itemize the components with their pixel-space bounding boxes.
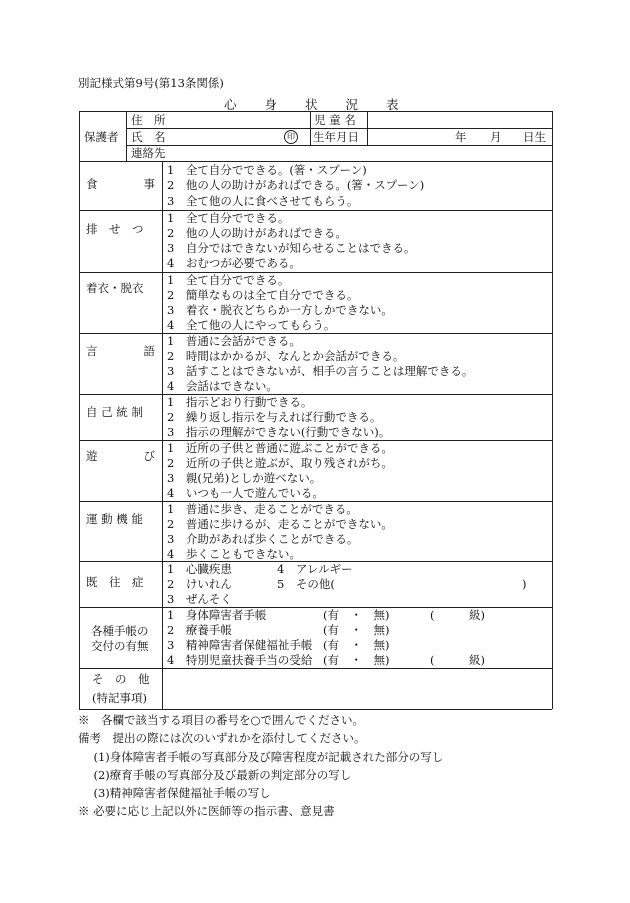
child-name-field[interactable]: [368, 112, 550, 127]
name-label: 氏 名: [131, 130, 166, 144]
history-close-paren: ): [522, 577, 527, 591]
form-number: 別記様式第9号(第13条関係): [78, 76, 224, 90]
toilet-option-2[interactable]: 2 他の人の助けがあればできる。: [167, 226, 347, 240]
handbook-row-3-yn[interactable]: (有 ・ 無): [323, 638, 390, 652]
dressing-option-2[interactable]: 2 簡単なものは全て自分でできる。: [167, 288, 359, 302]
handbook-label-1: 各種手帳の: [91, 624, 149, 638]
dob-month: 月: [490, 130, 502, 144]
language-option-1[interactable]: 1 普通に会話ができる。: [167, 334, 301, 348]
note-attachment-3: (3)精神障害者保健福祉手帳の写し: [82, 786, 271, 800]
dob-year: 年: [455, 130, 467, 144]
other-notes-field[interactable]: [164, 670, 550, 707]
motor-option-4[interactable]: 4 歩くこともできない。: [167, 547, 301, 561]
handbook-row-2-name[interactable]: 2 療養手帳: [167, 623, 232, 637]
dressing-option-4[interactable]: 4 全て他の人にやってもらう。: [167, 318, 336, 332]
address-label: 住 所: [131, 113, 166, 127]
handbook-row-3-name[interactable]: 3 精神障害者保健福祉手帳: [167, 638, 313, 652]
section-label-play: 遊 び: [86, 449, 155, 463]
other-label-1: そ の 他: [92, 672, 150, 686]
self-control-option-1[interactable]: 1 指示どおり行動できる。: [167, 395, 313, 409]
motor-option-1[interactable]: 1 普通に歩き、走ることができる。: [167, 502, 358, 516]
play-option-3[interactable]: 3 親(兄弟)としか遊べない。: [167, 471, 322, 485]
play-option-4[interactable]: 4 いつも一人で遊んでいる。: [167, 486, 324, 500]
dob-day: 日生: [523, 130, 546, 144]
note-attachment-2: (2)療育手帳の写真部分及び最新の判定部分の写し: [82, 768, 352, 782]
section-label-self-control: 自 己 統 制: [86, 405, 143, 419]
toilet-option-1[interactable]: 1 全て自分でできる。: [167, 211, 290, 225]
section-label-dressing: 着衣・脱衣: [86, 281, 144, 295]
history-other-field[interactable]: [340, 577, 520, 592]
toilet-option-3[interactable]: 3 自分ではできないが知らせることはできる。: [167, 241, 416, 255]
handbook-row-4-grade[interactable]: ( 級): [430, 653, 485, 667]
name-field[interactable]: [160, 129, 280, 144]
toilet-option-4[interactable]: 4 おむつが必要である。: [167, 256, 301, 270]
note-attachment-heading: 備考 提出の際には次のいずれかを添付してください。: [78, 731, 366, 745]
handbook-row-4-name[interactable]: 4 特別児童扶養手当の受給: [167, 653, 313, 667]
motor-option-2[interactable]: 2 普通に歩けるが、走ることができない。: [167, 517, 393, 531]
contact-label: 連絡先: [131, 146, 166, 160]
history-option-4[interactable]: 4 アレルギー: [277, 562, 353, 576]
history-option-3[interactable]: 3 ぜんそく: [167, 592, 232, 606]
language-option-2[interactable]: 2 時間はかかるが、なんとか会話ができる。: [167, 349, 405, 363]
section-label-language: 言 語: [86, 344, 155, 358]
self-control-option-3[interactable]: 3 指示の理解ができない(行動できない)。: [167, 425, 391, 439]
address-field[interactable]: [160, 112, 308, 127]
handbook-row-4-yn[interactable]: (有 ・ 無): [323, 653, 390, 667]
contact-field[interactable]: [175, 146, 550, 160]
meal-option-2[interactable]: 2 他の人の助けがあればできる。(箸・スプーン): [167, 178, 425, 192]
self-control-option-2[interactable]: 2 繰り返し指示を与えれば行動できる。: [167, 410, 382, 424]
meal-option-1[interactable]: 1 全て自分でできる。(箸・スプーン): [167, 163, 367, 177]
language-option-4[interactable]: 4 会話はできない。: [167, 379, 278, 393]
seal-mark: 印: [284, 130, 298, 144]
play-option-2[interactable]: 2 近所の子供と遊ぶが、取り残されがち。: [167, 456, 393, 470]
play-option-1[interactable]: 1 近所の子供と普通に遊ぶことができる。: [167, 441, 393, 455]
handbook-label-2: 交付の有無: [91, 639, 149, 653]
section-label-meal: 食 事: [86, 177, 155, 191]
section-label-motor: 運 動 機 能: [86, 512, 143, 526]
language-option-3[interactable]: 3 話すことはできないが、相手の言うことは理解できる。: [167, 364, 474, 378]
section-label-history: 既 往 症: [86, 575, 144, 589]
handbook-row-1-grade[interactable]: ( 級): [430, 608, 485, 622]
dressing-option-1[interactable]: 1 全て自分でできる。: [167, 273, 290, 287]
dob-label: 生年月日: [313, 130, 359, 144]
note-circle-instruction: ※ 各欄で該当する項目の番号を○で囲んでください。: [78, 713, 365, 727]
handbook-row-2-yn[interactable]: (有 ・ 無): [323, 623, 390, 637]
child-name-label: 児 童 名: [314, 113, 356, 127]
form-title: 心 身 状 況 表: [224, 97, 400, 112]
motor-option-3[interactable]: 3 介助があれば歩くことができる。: [167, 532, 359, 546]
history-option-2[interactable]: 2 けいれん: [167, 577, 232, 591]
guardian-label: 保護者: [84, 130, 119, 144]
history-option-1[interactable]: 1 心臓疾患: [167, 562, 232, 576]
handbook-row-1-name[interactable]: 1 身体障害者手帳: [167, 608, 267, 622]
history-option-5[interactable]: 5 その他(: [277, 577, 335, 591]
other-label-2: (特記事項): [92, 691, 147, 705]
meal-option-3[interactable]: 3 全て他の人に食べさせてもらう。: [167, 194, 359, 208]
dressing-option-3[interactable]: 3 着衣・脱衣どちらか一方しかできない。: [167, 303, 393, 317]
note-doctor-documents: ※ 必要に応じ上記以外に医師等の指示書、意見書: [78, 804, 335, 818]
note-attachment-1: (1)身体障害者手帳の写真部分及び障害程度が記載された部分の写し: [82, 750, 444, 764]
section-label-toilet: 排 せ つ: [86, 222, 144, 236]
handbook-row-1-yn[interactable]: (有 ・ 無): [323, 608, 390, 622]
